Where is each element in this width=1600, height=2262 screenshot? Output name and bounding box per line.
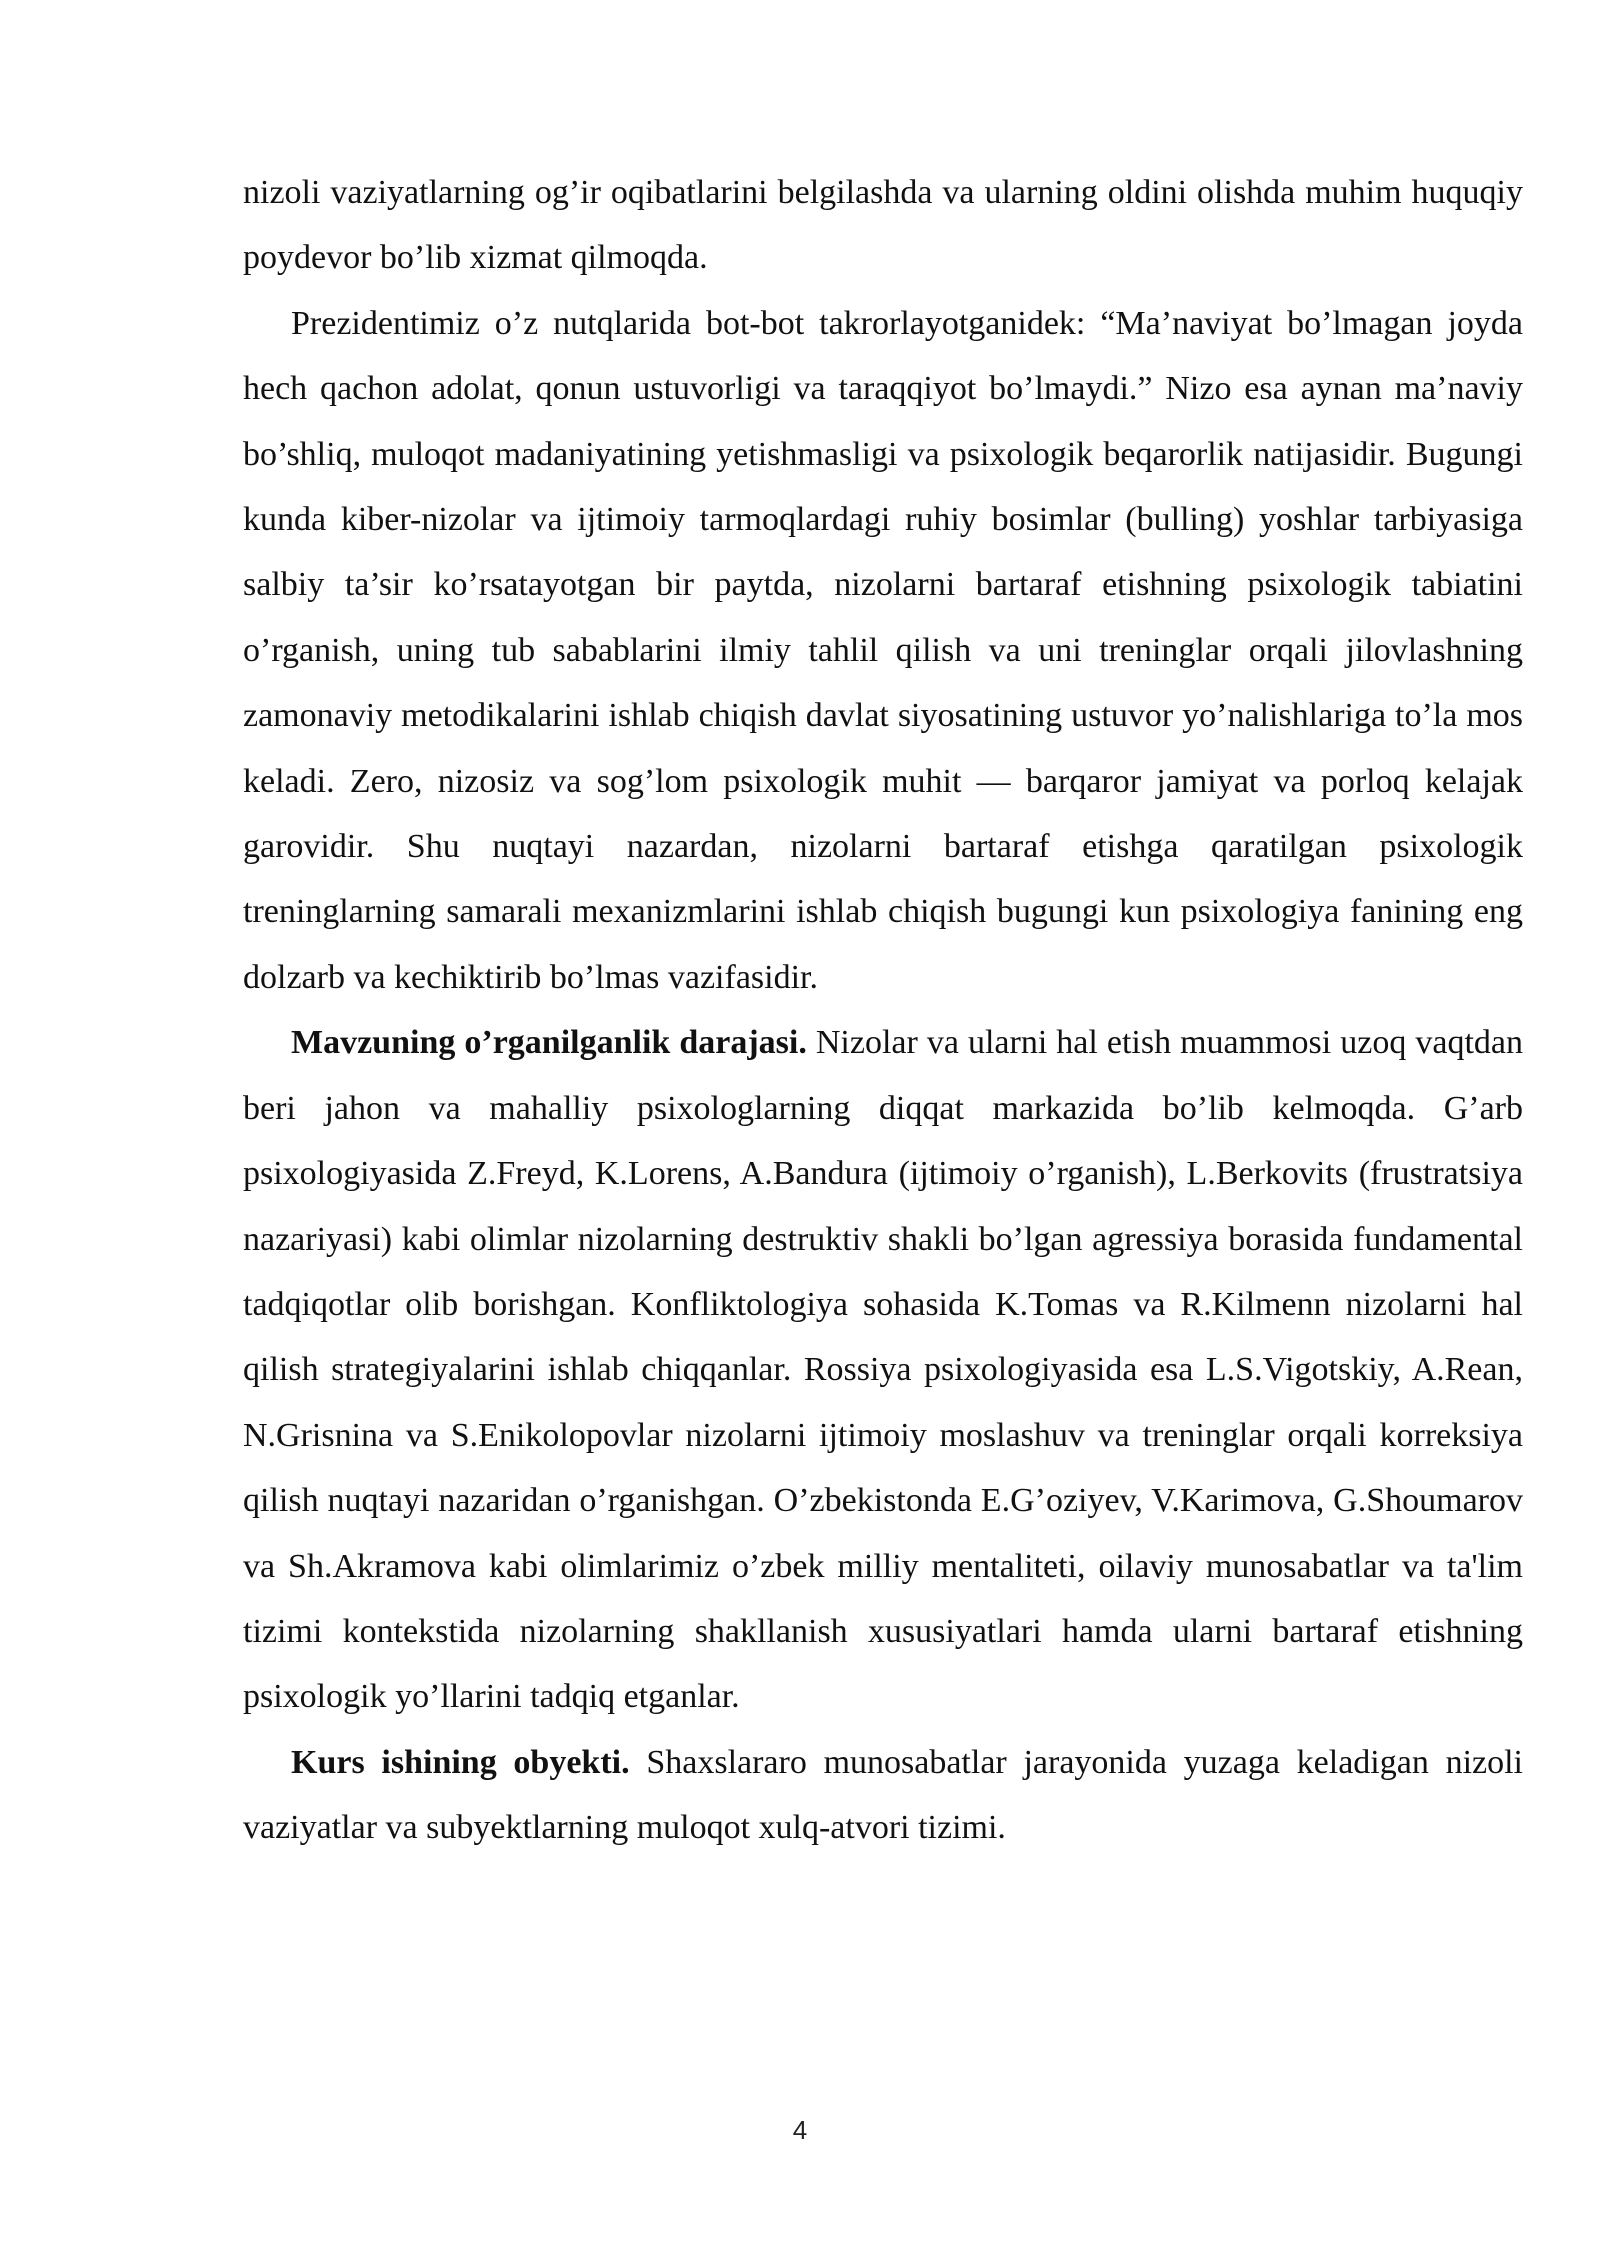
paragraph-course-object <box>243 1730 1523 1861</box>
section-heading-course-object: Kurs ishining obyekti. <box>291 1743 630 1781</box>
paragraph-text: Shaxslararo munosabatlar jarayonida yuzaga keladigan nizoli vaziyatlar va subyektlarning muloqot xulq-atvori tizimi. <box>243 1743 1523 1847</box>
paragraph-president-quote <box>243 291 1523 1010</box>
section-heading-study-level: Mavzuning o’rganilganlik darajasi. <box>291 1024 807 1062</box>
document-page <box>243 160 1523 1861</box>
paragraph-continuation <box>243 160 1523 291</box>
paragraph-text: Nizolar va ularni hal etish muammosi uzoq vaqtdan beri jahon va mahalliy psixologlarning diqqat markazida bo’lib kelmoqda. G’arb psixologiyasida Z.Freyd, K.Lorens, A.Bandura (ijtimoiy o’rganish), L.Berkovits (frustratsiya nazariyasi) kabi olimlar nizolarning destruktiv shakli bo’lgan agressiya borasida fundamental tadqiqotlar olib borishgan. Konfliktologiya sohasida K.Tomas va R.Kilmenn nizolarni hal qilish strategiyalarini ishlab chiqqanlar. Rossiya psixologiyasida esa L.S.Vigotskiy, A.Rean, N.Grisnina va S.Enikolopovlar nizolarni ijtimoiy moslashuv va treninglar orqali korreksiya qilish nuqtayi nazaridan o’rganishgan. O’zbekistonda E.G’oziyev, V.Karimova, G.Shoumarov va Sh.Akramova kabi olimlarimiz o’zbek milliy mentaliteti, oilaviy munosabatlar va ta'lim tizimi kontekstida nizolarning shakllanish xususiyatlari hamda ularni bartaraf etishning psixologik yo’llarini tadqiq etganlar. <box>243 1024 1523 1716</box>
paragraph-study-level <box>243 1010 1523 1729</box>
paragraph-text: nizoli vaziyatlarning og’ir oqibatlarini belgilashda va ularning oldini olishda muhim huquqiy poydevor bo’lib xizmat qilmoqda. <box>243 174 1523 277</box>
paragraph-text: Prezidentimiz o’z nutqlarida bot-bot takrorlayotganidek: “Ma’naviyat bo’lmagan joyda hech qachon adolat, qonun ustuvorligi va taraqqiyot bo’lmaydi.” Nizo esa aynan ma’naviy bo’shliq, muloqot madaniyatining yetishmasligi va psixologik beqarorlik natijasidir. Bugungi kunda kiber-nizolar va ijtimoiy tarmoqlardagi ruhiy bosimlar (bulling) yoshlar tarbiyasiga salbiy ta’sir ko’rsatayotgan bir paytda, nizolarni bartaraf etishning psixologik tabiatini o’rganish, uning tub sabablarini ilmiy tahlil qilish va uni treninglar orqali jilovlashning zamonaviy metodikalarini ishlab chiqish davlat siyosatining ustuvor yo’nalishlariga to’la mos keladi. Zero, nizosiz va sog’lom psixologik muhit — barqaror jamiyat va porloq kelajak garovidir. Shu nuqtayi nazardan, nizolarni bartaraf etishga qaratilgan psixologik treninglarning samarali mexanizmlarini ishlab chiqish bugungi kun psixologiya fanining eng dolzarb va kechiktirib bo’lmas vazifasidir. <box>243 304 1523 996</box>
page-number: 4 <box>792 2115 808 2145</box>
